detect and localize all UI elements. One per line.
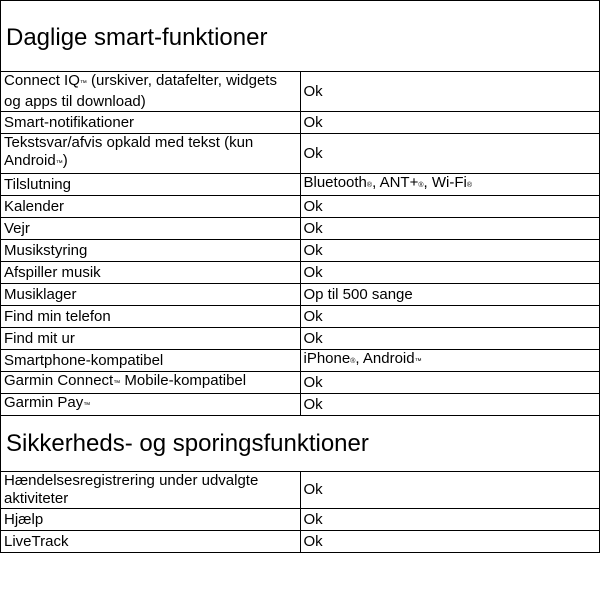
table-row: [1, 328, 600, 350]
table-row: [1, 531, 600, 553]
table-row: [1, 174, 600, 196]
table-row: [1, 112, 600, 134]
section-title: Sikkerheds- og sporingsfunktioner: [1, 416, 600, 472]
trademark-symbol: ™: [414, 358, 422, 365]
feature-label: Smartphone-kompatibel: [1, 350, 301, 372]
trademark-symbol: ™: [55, 160, 63, 167]
feature-label: Find min telefon: [1, 306, 301, 328]
trademark-symbol: ®: [466, 182, 473, 189]
feature-value: Ok: [300, 218, 600, 240]
trademark-symbol: ®: [418, 182, 424, 189]
feature-label: Kalender: [1, 196, 301, 218]
feature-value: Ok: [300, 196, 600, 218]
feature-label: Smart-notifikationer: [1, 112, 301, 134]
feature-label: LiveTrack: [1, 531, 301, 553]
feature-value: Ok: [300, 328, 600, 350]
feature-label: Connect IQ™ (urskiver, datafelter, widgets og apps til download): [1, 72, 301, 112]
table-row: [1, 240, 600, 262]
feature-value: Ok: [300, 112, 600, 134]
trademark-symbol: ™: [113, 380, 121, 387]
table-row: [1, 472, 600, 509]
feature-label: Hændelsesregistrering under udvalgte aktiviteter: [1, 472, 301, 509]
feature-label: Garmin Connect™ Mobile-kompatibel: [1, 372, 301, 394]
feature-label: Vejr: [1, 218, 301, 240]
feature-value: Ok: [300, 262, 600, 284]
trademark-symbol: ™: [79, 80, 87, 87]
feature-label: Find mit ur: [1, 328, 301, 350]
table-row: [1, 196, 600, 218]
feature-value: Ok: [300, 72, 600, 112]
section-header-safety: [1, 416, 600, 472]
feature-value: iPhone®, Android™: [300, 350, 600, 372]
section-header-smart: [1, 1, 600, 72]
feature-value: Bluetooth®, ANT+®, Wi-Fi®: [300, 174, 600, 196]
table-row: [1, 306, 600, 328]
table-row: [1, 72, 600, 112]
trademark-symbol: ®: [366, 182, 373, 189]
spec-table-body: [1, 1, 600, 553]
feature-label: Garmin Pay™: [1, 394, 301, 416]
table-row: [1, 134, 600, 174]
feature-label: Tekstsvar/afvis opkald med tekst (kun Android™): [1, 134, 301, 174]
feature-value: Ok: [300, 134, 600, 174]
trademark-symbol: ™: [83, 402, 91, 409]
feature-value: Ok: [300, 306, 600, 328]
table-row: [1, 509, 600, 531]
feature-value: Ok: [300, 472, 600, 509]
feature-label: Musiklager: [1, 284, 301, 306]
feature-label: Tilslutning: [1, 174, 301, 196]
trademark-symbol: ®: [350, 358, 356, 365]
table-row: [1, 284, 600, 306]
feature-value: Ok: [300, 372, 600, 394]
table-row: [1, 262, 600, 284]
table-row: [1, 350, 600, 372]
feature-value: Ok: [300, 531, 600, 553]
feature-value: Ok: [300, 240, 600, 262]
feature-label: Musikstyring: [1, 240, 301, 262]
feature-value: Ok: [300, 509, 600, 531]
table-row: [1, 372, 600, 394]
feature-value: Op til 500 sange: [300, 284, 600, 306]
feature-label: Hjælp: [1, 509, 301, 531]
table-row: [1, 218, 600, 240]
feature-value: Ok: [300, 394, 600, 416]
section-title: Daglige smart-funktioner: [1, 1, 600, 72]
feature-label: Afspiller musik: [1, 262, 301, 284]
table-row: [1, 394, 600, 416]
